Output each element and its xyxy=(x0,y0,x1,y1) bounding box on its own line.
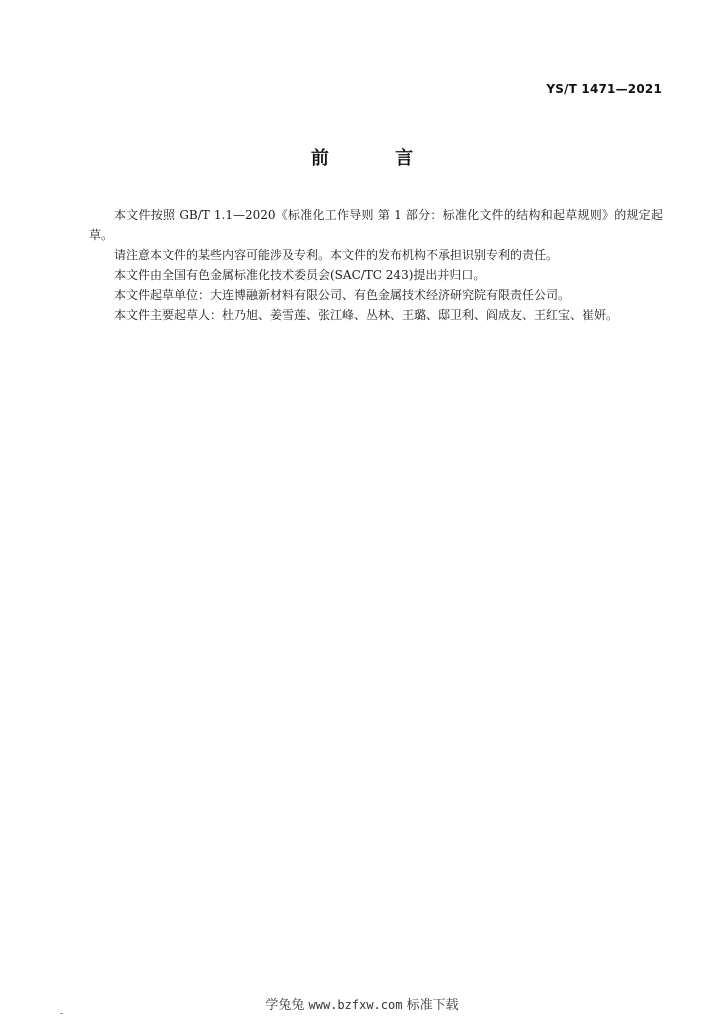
preface-body xyxy=(89,205,663,325)
footer-url[interactable]: www.bzfxw.com xyxy=(308,998,403,1012)
footer-prefix: 学兔兔 xyxy=(265,998,305,1013)
paragraph-drafters: 本文件主要起草人：杜乃旭、姜雪莲、张江峰、丛林、王璐、邸卫利、阎成友、王红宝、崔妍。 xyxy=(114,308,619,322)
paragraph-drafting-units: 本文件起草单位：大连博融新材料有限公司、有色金属技术经济研究院有限责任公司。 xyxy=(114,288,571,302)
page-title: 前 言 xyxy=(310,148,444,169)
footer-watermark xyxy=(0,994,724,1013)
footer-suffix: 标准下载 xyxy=(406,998,459,1013)
standard-code: YS/T 1471—2021 xyxy=(546,82,662,96)
scan-mark xyxy=(60,1013,63,1014)
paragraph-patent-notice: 请注意本文件的某些内容可能涉及专利。本文件的发布机构不承担识别专利的责任。 xyxy=(114,248,559,262)
paragraph-drafting-rules: 本文件按照 GB/T 1.1—2020《标准化工作导则 第 1 部分：标准化文件的结构和起草规则》的规定起草。 xyxy=(89,208,663,242)
paragraph-committee: 本文件由全国有色金属标准化技术委员会(SAC/TC 243)提出并归口。 xyxy=(114,268,486,282)
